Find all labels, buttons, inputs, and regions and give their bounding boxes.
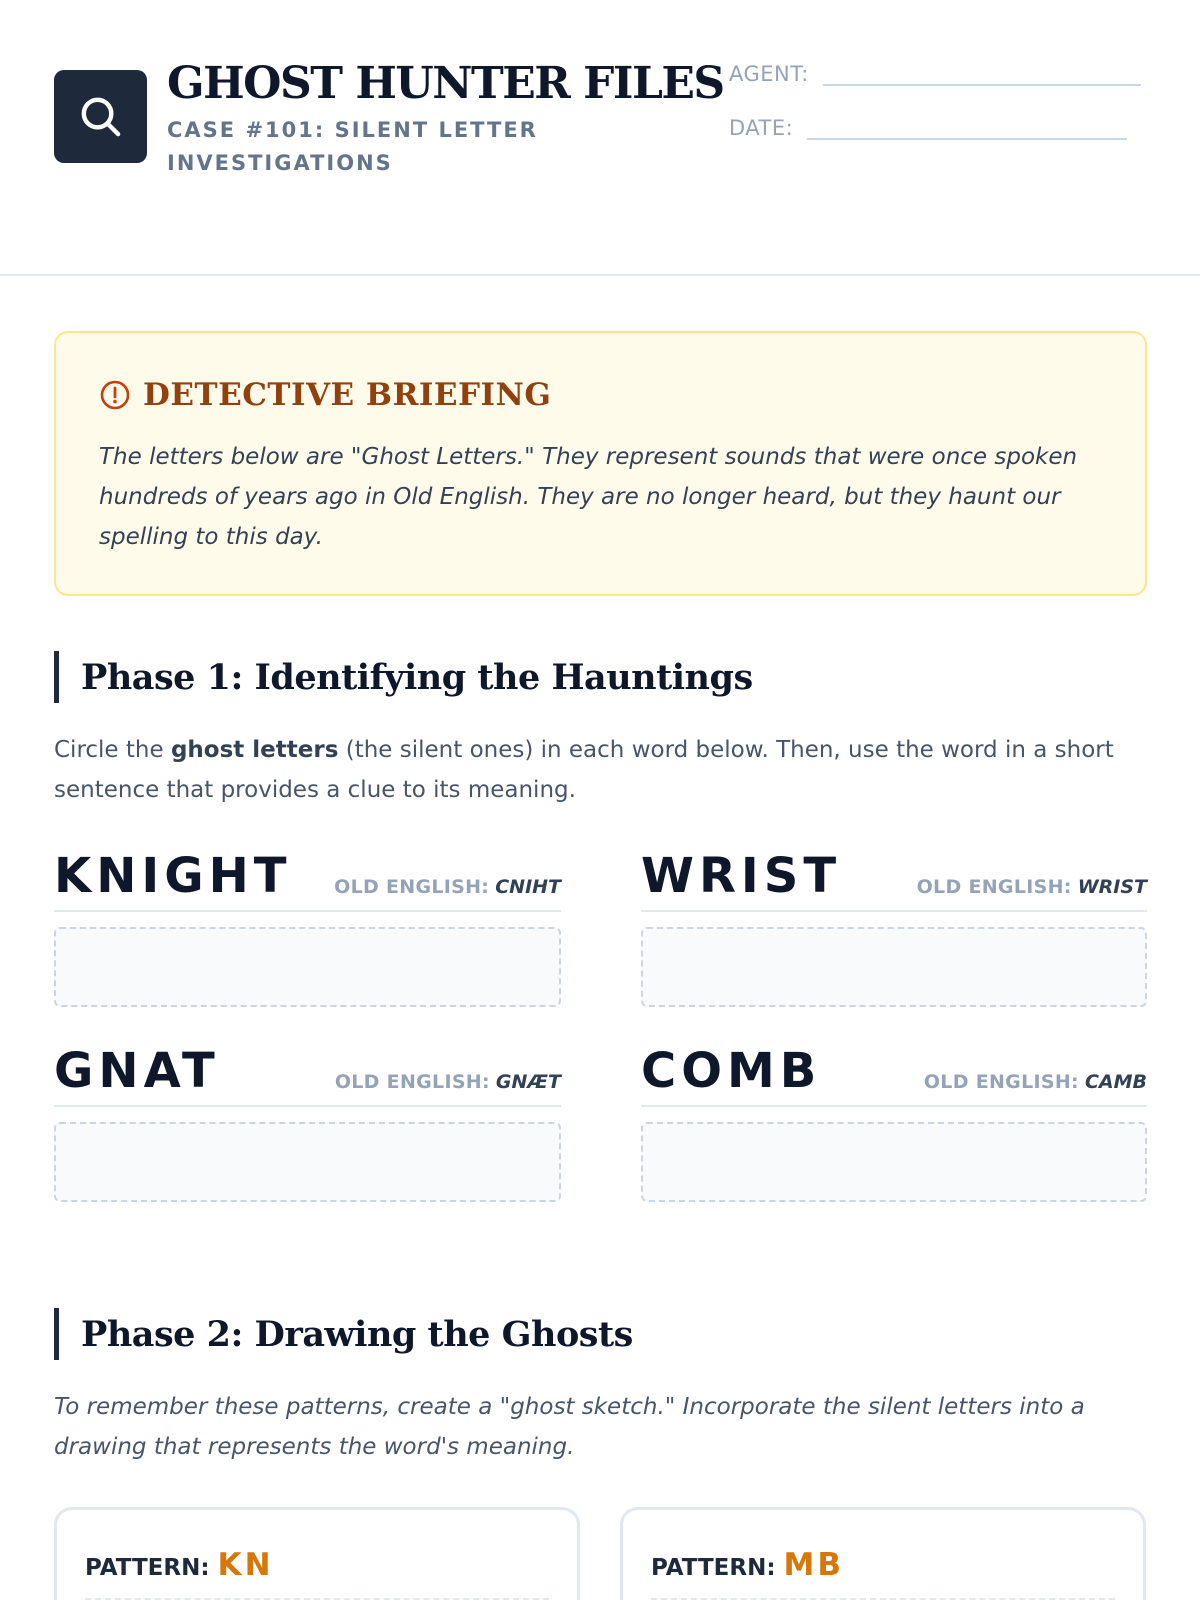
target-word[interactable]: COMB (641, 1043, 822, 1099)
origin-value: CAMB (1084, 1071, 1147, 1093)
alert-circle-icon (99, 379, 131, 411)
pattern-heading (651, 1547, 844, 1583)
worksheet-header (0, 0, 1200, 276)
pattern-value: KN (217, 1547, 274, 1583)
detective-briefing-box (54, 331, 1147, 596)
phase-1-instructions (54, 730, 1154, 810)
origin-value: GNÆT (495, 1071, 561, 1093)
origin-label: OLD ENGLISH: (923, 1071, 1079, 1093)
date-field-row (729, 116, 1127, 140)
word-header (641, 1043, 1147, 1107)
instructions-text: (the silent ones) in each word below. Then, use the word in a short sentence that provides a clue to its meaning. (54, 737, 1114, 803)
phase-2-instructions: To remember these patterns, create a "ghost sketch." Incorporate the silent letters into a drawing that represents the word's meaning. (54, 1394, 1085, 1460)
briefing-text: The letters below are "Ghost Letters." They represent sounds that were once spoken hundreds of years ago in Old English. They are no longer heard, but they haunt our spelling to this day. (99, 444, 1078, 550)
instructions-emphasis: ghost letters (170, 737, 339, 763)
origin-label: OLD ENGLISH: (334, 876, 490, 898)
target-word[interactable]: GNAT (54, 1043, 220, 1099)
heading-accent-bar (54, 1308, 59, 1360)
date-label: DATE: (729, 116, 794, 140)
heading-accent-bar (54, 651, 59, 703)
case-subtitle: CASE #101: SILENT LETTER INVESTIGATIONS (167, 118, 538, 175)
agent-field-row (729, 62, 1141, 86)
word-header (54, 848, 561, 912)
origin-label: OLD ENGLISH: (334, 1071, 490, 1093)
old-english-origin (334, 876, 561, 898)
old-english-origin (917, 876, 1147, 898)
old-english-origin (335, 1071, 561, 1093)
agent-label: AGENT: (729, 62, 809, 86)
pattern-label: PATTERN: (85, 1555, 210, 1581)
agent-input-line[interactable] (823, 84, 1141, 86)
pattern-value: MB (783, 1547, 845, 1583)
phase-1-heading (54, 651, 753, 703)
sentence-answer-box[interactable] (641, 927, 1147, 1007)
phase-2-heading (54, 1308, 633, 1360)
pattern-label: PATTERN: (651, 1555, 776, 1581)
word-card (54, 848, 561, 1007)
old-english-origin (924, 1071, 1147, 1093)
target-word[interactable]: KNIGHT (54, 848, 292, 904)
logo-badge (54, 70, 147, 163)
word-card (641, 848, 1147, 1007)
briefing-title: DETECTIVE BRIEFING (143, 377, 552, 413)
pattern-card (54, 1507, 580, 1600)
sentence-answer-box[interactable] (54, 927, 561, 1007)
word-card (641, 1043, 1147, 1202)
phase-1-title: Phase 1: Identifying the Hauntings (81, 656, 753, 698)
origin-value: CNIHT (495, 876, 561, 898)
sentence-answer-box[interactable] (641, 1122, 1147, 1202)
search-icon (77, 93, 124, 140)
word-card (54, 1043, 561, 1202)
target-word[interactable]: WRIST (641, 848, 842, 904)
phase-2-title: Phase 2: Drawing the Ghosts (81, 1313, 633, 1355)
date-input-line[interactable] (807, 138, 1127, 140)
word-header (641, 848, 1147, 912)
briefing-heading (99, 377, 551, 413)
origin-value: WRIST (1077, 876, 1147, 898)
page-title: GHOST HUNTER FILES (167, 58, 724, 109)
origin-label: OLD ENGLISH: (916, 876, 1072, 898)
word-header (54, 1043, 561, 1107)
pattern-card (620, 1507, 1146, 1600)
pattern-heading (85, 1547, 274, 1583)
sentence-answer-box[interactable] (54, 1122, 561, 1202)
instructions-text: Circle the (54, 737, 171, 763)
